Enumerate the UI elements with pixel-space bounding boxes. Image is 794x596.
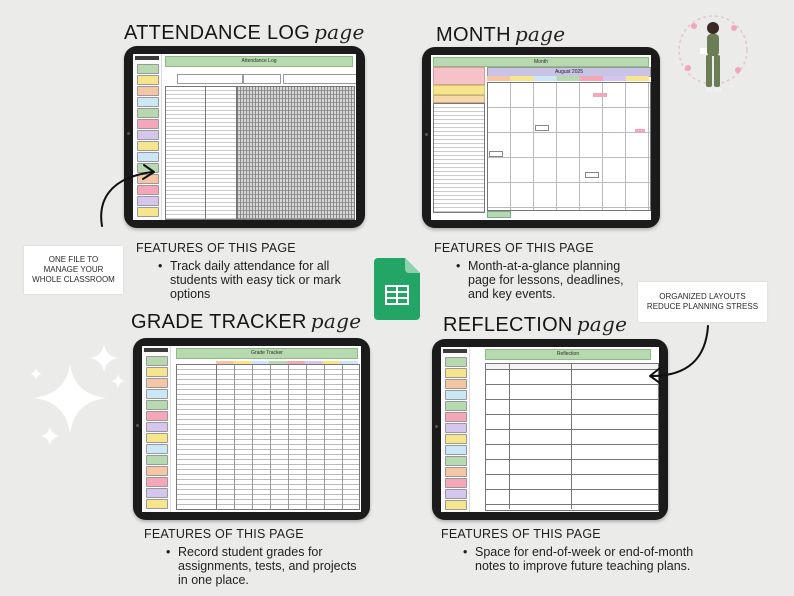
grade-heading <box>131 309 361 334</box>
menu-button[interactable] <box>445 379 467 389</box>
month-feature-bullet: • Month-at-a-glance planning page for lessons, deadlines, and key events. <box>468 259 640 301</box>
grade-feature-bullet: • Record student grades for assignments, tests, and projects in one place. <box>178 545 368 587</box>
menu-button[interactable] <box>146 400 168 410</box>
attendance-sheet <box>133 54 356 220</box>
camera-dot <box>435 425 438 428</box>
grade-script: page <box>310 309 362 333</box>
menu-button[interactable] <box>445 401 467 411</box>
menu-button[interactable] <box>137 130 159 140</box>
attendance-script: page <box>314 20 365 44</box>
menu-button[interactable] <box>146 411 168 421</box>
reflection-script: page <box>576 312 628 336</box>
menu-button[interactable] <box>137 141 159 151</box>
reflection-tablet <box>432 339 668 520</box>
calendar-weekdays <box>487 76 649 81</box>
info-fields <box>243 74 281 84</box>
month-title: MONTH <box>436 24 511 46</box>
month-tablet <box>422 47 660 228</box>
menu-button[interactable] <box>137 97 159 107</box>
reflection-grid <box>485 369 659 511</box>
month-sheet <box>431 55 651 220</box>
attendance-features-heading: FEATURES OF THIS PAGE <box>136 241 296 255</box>
menu-button[interactable] <box>146 367 168 377</box>
menu-header <box>443 349 467 353</box>
sheet-title-banner <box>176 348 358 359</box>
camera-dot <box>127 132 130 135</box>
menu-button[interactable] <box>146 378 168 388</box>
camera-dot <box>136 424 139 427</box>
menu-button[interactable] <box>146 389 168 399</box>
sheet-title: Reflection <box>556 351 580 357</box>
sheet-title-banner <box>485 349 651 360</box>
sheet-title: Month <box>534 59 548 65</box>
sheet-menu <box>441 347 470 512</box>
attendance-feature-bullet: • Track daily attendance for all students with easy tick or mark options <box>170 259 360 301</box>
menu-button[interactable] <box>137 75 159 85</box>
month-notes-pink <box>433 67 485 85</box>
sheet-title: Grade Tracker <box>251 350 283 356</box>
calendar-grid <box>487 82 651 211</box>
menu-button[interactable] <box>445 434 467 444</box>
menu-button[interactable] <box>146 499 168 509</box>
info-fields <box>283 74 356 84</box>
sparkle-icon <box>22 340 132 452</box>
event-sticker <box>593 93 607 97</box>
grade-tablet <box>133 338 370 520</box>
sheet-menu <box>142 346 171 512</box>
reflection-feature-bullet: • Space for end-of-week or end-of-month notes to improve future teaching plans. <box>475 545 697 573</box>
grade-grid-columns <box>216 364 360 510</box>
menu-button[interactable] <box>445 390 467 400</box>
attendance-grid <box>165 86 207 220</box>
menu-button[interactable] <box>445 489 467 499</box>
grade-sheet <box>142 346 361 512</box>
google-sheets-icon <box>374 258 420 320</box>
sheet-tab[interactable] <box>487 211 511 218</box>
menu-button[interactable] <box>137 119 159 129</box>
sheet-title: Attendance Log <box>241 58 277 64</box>
menu-button[interactable] <box>445 423 467 433</box>
menu-button[interactable] <box>146 455 168 465</box>
menu-button[interactable] <box>146 444 168 454</box>
callout-left <box>24 246 123 294</box>
menu-button[interactable] <box>445 368 467 378</box>
menu-button[interactable] <box>445 445 467 455</box>
reflection-title: REFLECTION <box>443 314 573 336</box>
month-features-heading: FEATURES OF THIS PAGE <box>434 241 594 255</box>
menu-button[interactable] <box>445 500 467 510</box>
attendance-heading <box>124 20 365 45</box>
attendance-grid-names <box>205 86 237 220</box>
grade-features-heading: FEATURES OF THIS PAGE <box>144 527 304 541</box>
month-notes-blue <box>433 95 485 103</box>
month-script: page <box>514 22 566 46</box>
event-sticker <box>585 172 599 178</box>
menu-header <box>144 348 168 352</box>
brand-logo-icon <box>672 6 754 102</box>
camera-dot <box>425 133 428 136</box>
event-sticker <box>535 125 549 131</box>
menu-button[interactable] <box>146 356 168 366</box>
attendance-day-grid <box>237 86 355 220</box>
month-notes-list <box>433 103 485 213</box>
sheet-title-banner <box>433 57 649 67</box>
calendar-title: August 2025 <box>554 69 584 75</box>
reflection-sheet <box>441 347 659 512</box>
sheet-title-banner <box>165 56 353 67</box>
menu-button[interactable] <box>146 466 168 476</box>
menu-button[interactable] <box>146 422 168 432</box>
reflection-heading <box>443 312 627 337</box>
menu-button[interactable] <box>445 467 467 477</box>
menu-button[interactable] <box>146 433 168 443</box>
callout-left-text: ONE FILE TO MANAGE YOUR WHOLE CLASSROOM <box>32 255 115 284</box>
month-heading <box>436 22 565 47</box>
menu-header <box>135 56 159 60</box>
reflection-col-divider <box>509 363 510 509</box>
callout-right-text: ORGANIZED LAYOUTS REDUCE PLANNING STRESS <box>646 292 759 311</box>
menu-button[interactable] <box>445 357 467 367</box>
menu-button[interactable] <box>445 478 467 488</box>
menu-button[interactable] <box>137 86 159 96</box>
arrow-icon <box>96 158 162 230</box>
attendance-title: ATTENDANCE LOG <box>124 22 311 44</box>
arrow-icon <box>642 322 712 384</box>
menu-button[interactable] <box>445 412 467 422</box>
grade-title: GRADE TRACKER <box>131 311 307 333</box>
menu-button[interactable] <box>146 477 168 487</box>
event-sticker <box>635 129 645 133</box>
menu-button[interactable] <box>137 108 159 118</box>
event-sticker <box>489 151 503 157</box>
info-fields <box>177 74 243 84</box>
reflection-col-divider <box>571 363 572 509</box>
menu-button[interactable] <box>146 488 168 498</box>
month-notes-yellow <box>433 85 485 95</box>
menu-button[interactable] <box>445 456 467 466</box>
reflection-features-heading: FEATURES OF THIS PAGE <box>441 527 601 541</box>
callout-right <box>638 282 767 322</box>
menu-button[interactable] <box>137 64 159 74</box>
